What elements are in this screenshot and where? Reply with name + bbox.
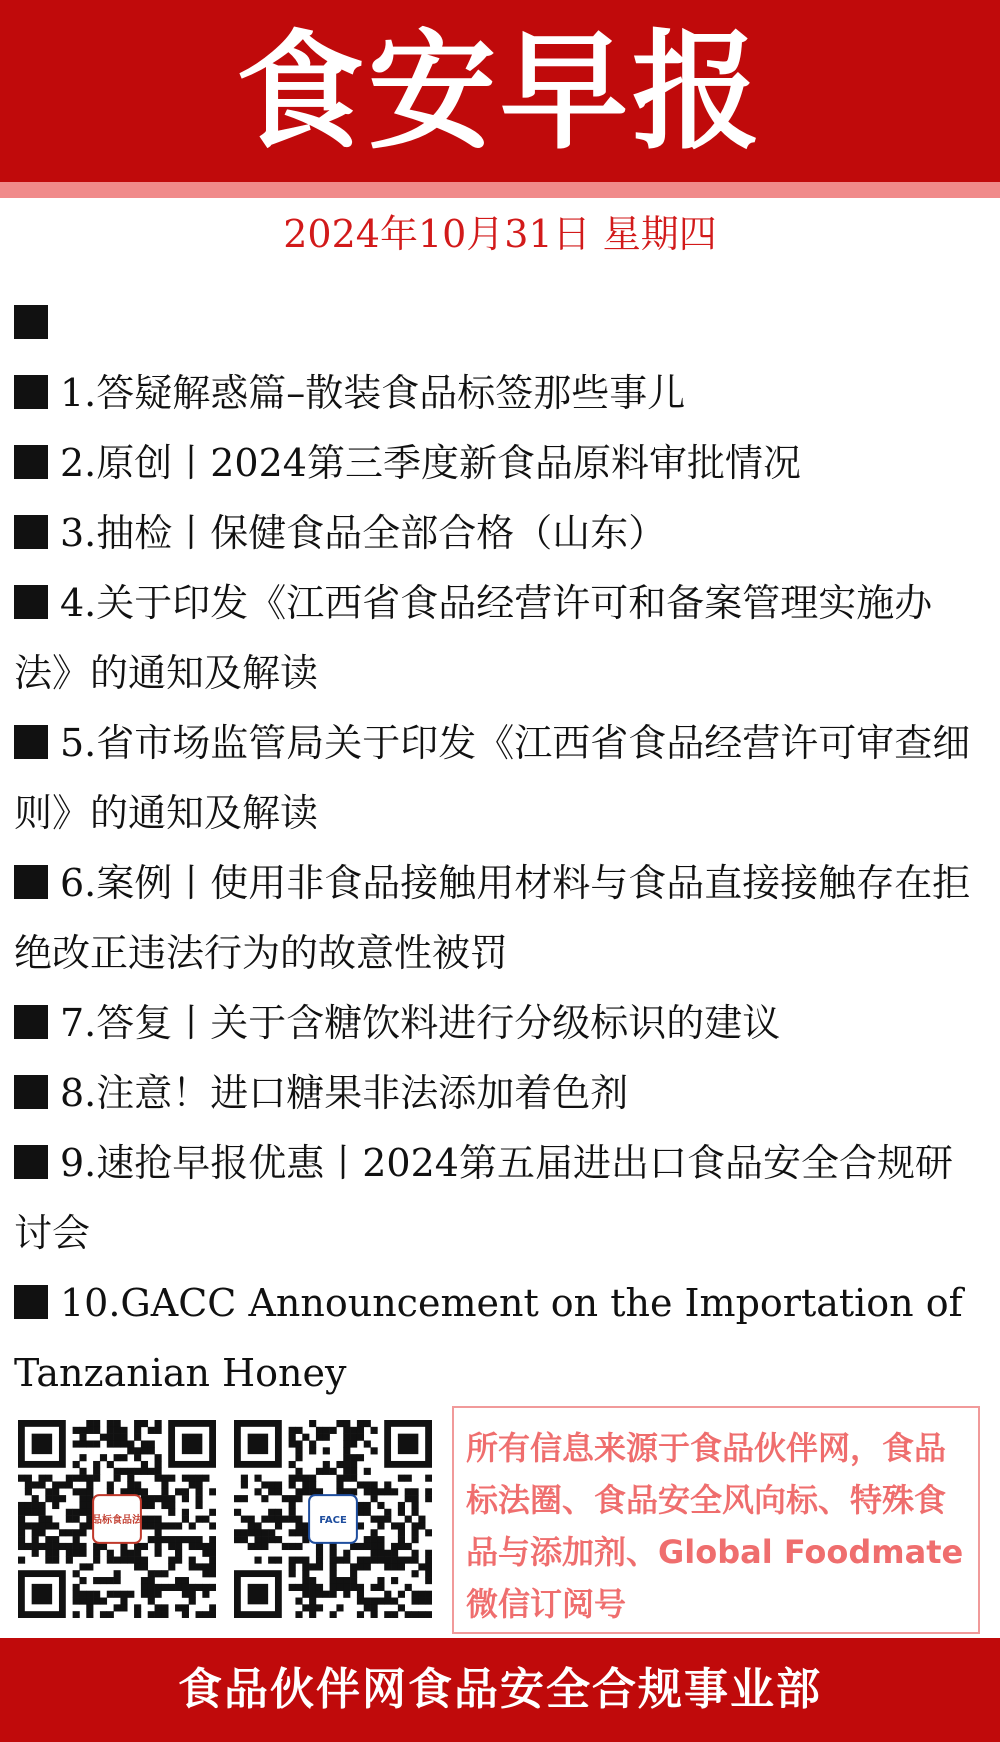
news-item-text: 10.GACC Announcement on the Importation of Tanzanian Honey	[14, 1281, 963, 1395]
news-item-8[interactable]	[14, 1058, 986, 1128]
qr-code-icon	[234, 1420, 432, 1618]
news-item-4[interactable]	[14, 568, 986, 708]
news-item-7[interactable]	[14, 988, 986, 1058]
footer-banner: 食品伙伴网食品安全合规事业部	[0, 1638, 1000, 1742]
bullet-square-icon	[14, 1005, 48, 1039]
bullet-square-icon	[14, 515, 48, 549]
news-item-10[interactable]	[14, 1268, 986, 1408]
bullet-square-icon	[14, 445, 48, 479]
news-list	[14, 288, 986, 1408]
news-item-6[interactable]	[14, 848, 986, 988]
news-item-text: 1.答疑解惑篇–散装食品标签那些事儿	[60, 371, 686, 415]
qr-code-icon	[18, 1420, 216, 1618]
bullet-square-icon	[14, 1075, 48, 1109]
news-item-text: 4.关于印发《江西省食品经营许可和备案管理实施办法》的通知及解读	[14, 581, 933, 695]
news-item-text: 7.答复丨关于含糖饮料进行分级标识的建议	[60, 1001, 781, 1045]
news-item-text: 6.案例丨使用非食品接触用材料与食品直接接触存在拒绝改正违法行为的故意性被罚	[14, 861, 971, 975]
news-item-3[interactable]	[14, 498, 986, 568]
bullet-square-icon	[14, 1145, 48, 1179]
svg-text:品标食品法: 品标食品法	[92, 1515, 142, 1526]
bullet-square-icon	[14, 725, 48, 759]
news-item-2[interactable]	[14, 428, 986, 498]
news-item-9[interactable]	[14, 1128, 986, 1268]
news-item-1[interactable]	[14, 358, 986, 428]
news-item-5[interactable]	[14, 708, 986, 848]
bullet-square-icon	[14, 1285, 48, 1319]
news-item-text: 9.速抢早报优惠丨2024第五届进出口食品安全合规研讨会	[14, 1141, 953, 1255]
header-stripe	[0, 182, 1000, 198]
news-item-text: 5.省市场监管局关于印发《江西省食品经营许可审查细则》的通知及解读	[14, 721, 971, 835]
header-banner	[0, 0, 1000, 182]
qr-code-foodsafety[interactable]	[234, 1420, 432, 1618]
page-title: 食安早报	[235, 18, 764, 167]
qr-code-foodlabel[interactable]	[18, 1420, 216, 1618]
svg-text:FACE: FACE	[319, 1515, 347, 1526]
date-line: 2024年10月31日 星期四	[283, 212, 717, 256]
news-item-text: 2.原创丨2024第三季度新食品原料审批情况	[60, 441, 801, 485]
source-notice: 所有信息来源于食品伙伴网，食品标法圈、食品安全风向标、特殊食品与添加剂、Global Foodmate微信订阅号	[452, 1406, 980, 1634]
bullet-square-icon	[14, 375, 48, 409]
bullet-square-icon	[14, 585, 48, 619]
news-item-0[interactable]	[14, 288, 986, 358]
bullet-square-icon	[14, 305, 48, 339]
news-item-text: 8.注意！进口糖果非法添加着色剂	[60, 1071, 629, 1115]
bullet-square-icon	[14, 865, 48, 899]
news-item-text: 3.抽检丨保健食品全部合格（山东）	[60, 511, 667, 555]
